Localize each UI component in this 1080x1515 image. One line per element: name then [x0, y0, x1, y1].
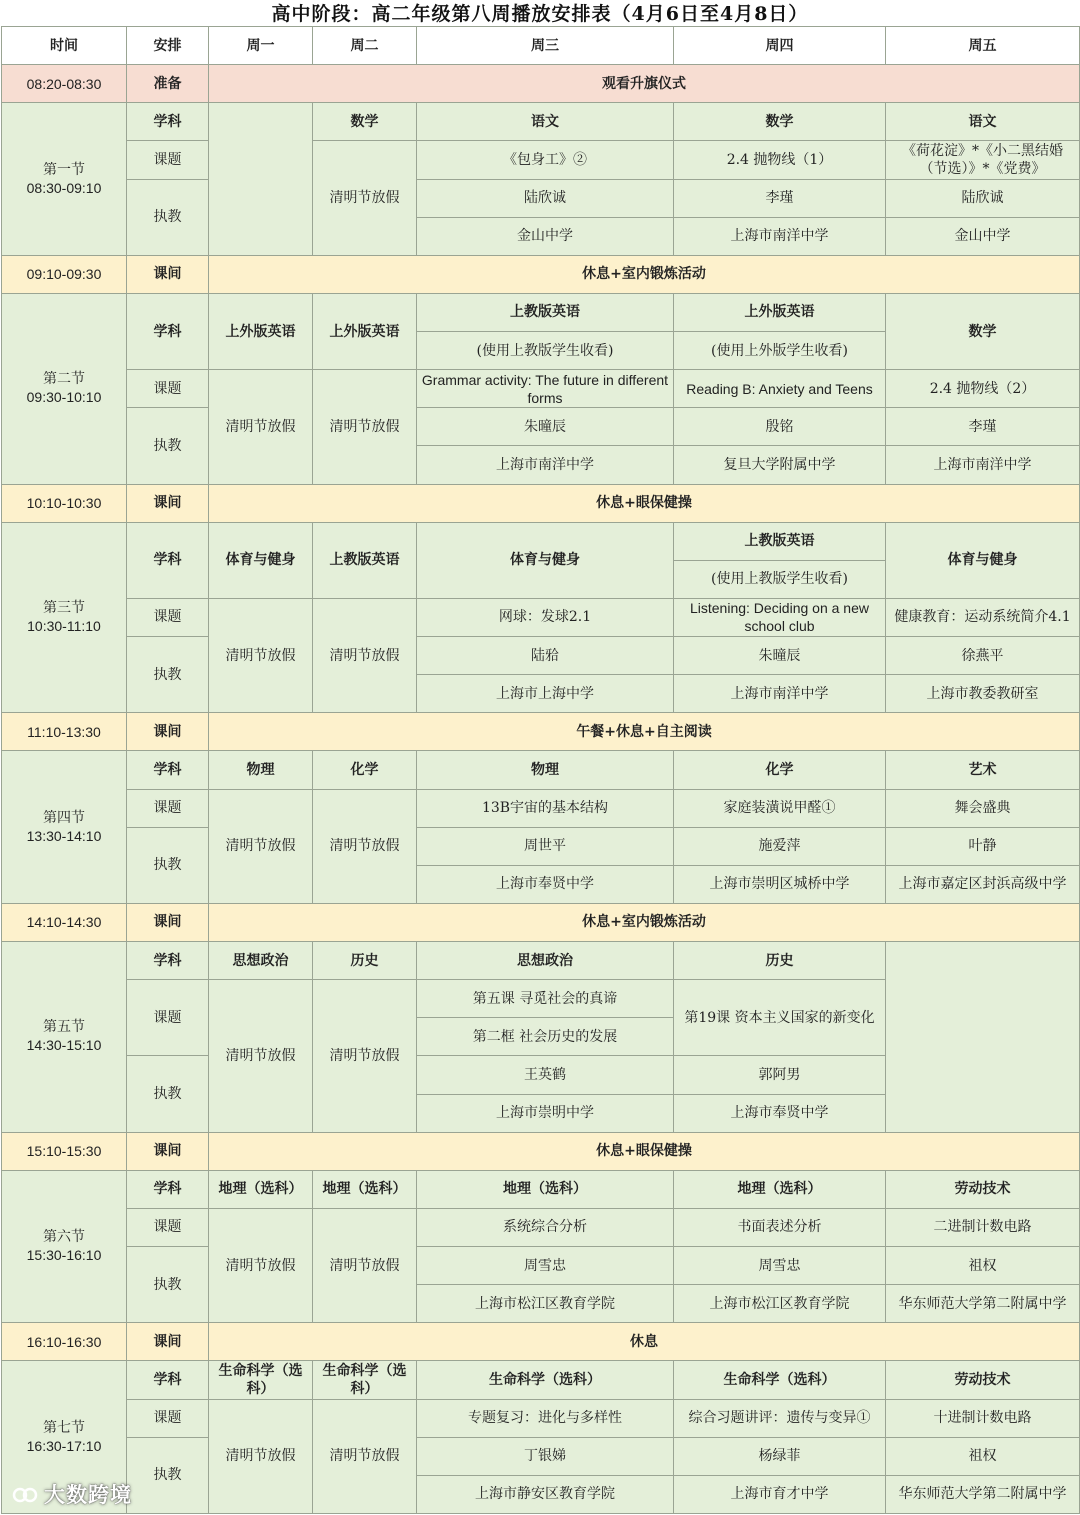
thu-school: 上海市奉贤中学 [674, 1094, 886, 1132]
thu-school: 上海市南洋中学 [674, 217, 886, 255]
wed-subject: 地理（选科） [417, 1170, 674, 1208]
break-time: 09:10-09:30 [2, 255, 127, 293]
thu-school: 上海市育才中学 [674, 1475, 886, 1513]
thu-school: 上海市崇明区城桥中学 [674, 865, 886, 903]
wed-school: 上海市崇明中学 [417, 1094, 674, 1132]
mon-holiday: 清明节放假 [209, 1208, 313, 1322]
teacher-label: 执教 [127, 408, 209, 484]
fri-school: 上海市南洋中学 [886, 446, 1080, 484]
break-time: 14:10-14:30 [2, 903, 127, 941]
topic-label: 课题 [127, 598, 209, 636]
break-row [2, 1132, 1080, 1170]
flag-text: 观看升旗仪式 [209, 65, 1080, 103]
fri-teacher: 叶静 [886, 827, 1080, 865]
thu-topic: 综合习题讲评：遗传与变异① [674, 1399, 886, 1437]
period-4-cell [2, 751, 127, 904]
fri-topic: 十进制计数电路 [886, 1399, 1080, 1437]
fri-subject: 劳动技术 [886, 1170, 1080, 1208]
table-row [2, 103, 1080, 141]
period-name: 第三节 [43, 599, 85, 616]
fri-school: 华东师范大学第二附属中学 [886, 1475, 1080, 1513]
break-time: 10:10-10:30 [2, 484, 127, 522]
break-text: 休息+眼保健操 [209, 484, 1080, 522]
teacher-label: 执教 [127, 637, 209, 713]
fri-empty [886, 942, 1080, 1133]
tue-subject: 化学 [313, 751, 417, 789]
table-row [2, 598, 1080, 636]
mon-holiday: 清明节放假 [209, 789, 313, 903]
header-thu: 周四 [674, 27, 886, 65]
fri-topic: 健康教育：运动系统简介4.1 [886, 598, 1080, 636]
tue-subject: 数学 [313, 103, 417, 141]
break-label: 课间 [127, 903, 209, 941]
watermark-logo-icon [12, 1483, 38, 1507]
table-row [2, 751, 1080, 789]
break-label: 课间 [127, 1323, 209, 1361]
mon-cell [209, 103, 313, 256]
break-text: 休息+室内锻炼活动 [209, 255, 1080, 293]
tue-subject: 地理（选科） [313, 1170, 417, 1208]
break-label: 课间 [127, 255, 209, 293]
header-row [2, 27, 1080, 65]
header-mon: 周一 [209, 27, 313, 65]
table-row [2, 1361, 1080, 1399]
watermark-text: 大数跨境 [44, 1483, 132, 1507]
wed-teacher: 王英鹤 [417, 1056, 674, 1094]
mon-subject: 物理 [209, 751, 313, 789]
thu-note: (使用上教版学生收看) [674, 560, 886, 598]
wed-teacher: 周世平 [417, 827, 674, 865]
break-label: 课间 [127, 484, 209, 522]
page-title: 高中阶段：高二年级第八周播放安排表（4月6日至4月8日） [271, 3, 809, 25]
subject-label: 学科 [127, 751, 209, 789]
topic-label: 课题 [127, 370, 209, 408]
wed-school: 上海市静安区教育学院 [417, 1475, 674, 1513]
period-6-cell [2, 1170, 127, 1323]
subject-label: 学科 [127, 522, 209, 598]
fri-school: 华东师范大学第二附属中学 [886, 1285, 1080, 1323]
fri-teacher: 祖权 [886, 1437, 1080, 1475]
thu-topic: Listening: Deciding on a new school club [674, 598, 886, 636]
thu-note: (使用上外版学生收看) [674, 332, 886, 370]
mon-holiday: 清明节放假 [209, 370, 313, 484]
tue-holiday: 清明节放假 [313, 1208, 417, 1322]
period-name: 第一节 [43, 161, 85, 178]
fri-school: 上海市教委教研室 [886, 675, 1080, 713]
wed-school: 上海市上海中学 [417, 675, 674, 713]
tue-holiday: 清明节放假 [313, 370, 417, 484]
wed-school: 上海市奉贤中学 [417, 865, 674, 903]
topic-label: 课题 [127, 1399, 209, 1437]
watermark [12, 1479, 132, 1509]
fri-subject: 数学 [886, 293, 1080, 369]
thu-teacher: 李瑾 [674, 179, 886, 217]
table-row [2, 942, 1080, 980]
fri-school: 金山中学 [886, 217, 1080, 255]
mon-subject: 地理（选科） [209, 1170, 313, 1208]
table-row [2, 1437, 1080, 1475]
header-fri: 周五 [886, 27, 1080, 65]
mon-subject: 上外版英语 [209, 293, 313, 369]
thu-subject: 数学 [674, 103, 886, 141]
table-row [2, 1247, 1080, 1285]
wed-subject: 物理 [417, 751, 674, 789]
period-time: 09:30-10:10 [26, 389, 102, 406]
tue-holiday: 清明节放假 [313, 598, 417, 712]
wed-note: (使用上教版学生收看) [417, 332, 674, 370]
header-arrangement: 安排 [127, 27, 209, 65]
fri-teacher: 李瑾 [886, 408, 1080, 446]
mon-holiday: 清明节放假 [209, 1399, 313, 1514]
topic-label: 课题 [127, 141, 209, 179]
topic-label: 课题 [127, 789, 209, 827]
fri-teacher: 陆欣诚 [886, 179, 1080, 217]
period-time: 16:30-17:10 [26, 1437, 102, 1454]
fri-subject: 体育与健身 [886, 522, 1080, 598]
subject-label: 学科 [127, 293, 209, 369]
period-time: 15:30-16:10 [26, 1247, 102, 1263]
fri-subject: 语文 [886, 103, 1080, 141]
thu-school: 复旦大学附属中学 [674, 446, 886, 484]
period-time: 13:30-14:10 [26, 827, 102, 844]
topic-label: 课题 [127, 1208, 209, 1246]
thu-topic: Reading B: Anxiety and Teens [674, 370, 886, 408]
wed-topic: 《包身工》② [417, 141, 674, 179]
teacher-label: 执教 [127, 827, 209, 903]
period-time: 14:30-15:10 [26, 1037, 102, 1054]
table-row [2, 408, 1080, 446]
table-row [2, 827, 1080, 865]
wed-teacher: 丁银娣 [417, 1437, 674, 1475]
break-text: 休息 [209, 1323, 1080, 1361]
fri-subject: 艺术 [886, 751, 1080, 789]
table-row [2, 789, 1080, 827]
wed-subject: 上教版英语 [417, 293, 674, 331]
fri-topic: 《荷花淀》*《小二黑结婚（节选）》*《党费》 [886, 141, 1080, 179]
break-row [2, 903, 1080, 941]
mon-subject: 思想政治 [209, 942, 313, 980]
period-name: 第四节 [43, 809, 85, 826]
thu-teacher: 杨绿菲 [674, 1437, 886, 1475]
wed-school: 上海市南洋中学 [417, 446, 674, 484]
wed-subject: 生命科学（选科） [417, 1361, 674, 1399]
break-time: 16:10-16:30 [2, 1323, 127, 1361]
thu-topic: 家庭装潢说甲醛① [674, 789, 886, 827]
thu-school: 上海市南洋中学 [674, 675, 886, 713]
teacher-label: 执教 [127, 1247, 209, 1323]
wed-teacher: 陆欣诚 [417, 179, 674, 217]
wed-teacher: 朱曈辰 [417, 408, 674, 446]
break-row [2, 255, 1080, 293]
period-name: 第六节 [43, 1229, 85, 1245]
prep-label: 准备 [127, 65, 209, 103]
table-row [2, 1208, 1080, 1246]
break-text: 午餐+休息+自主阅读 [209, 713, 1080, 751]
mon-holiday: 清明节放假 [209, 980, 313, 1133]
thu-teacher: 郭阿男 [674, 1056, 886, 1094]
table-row [2, 522, 1080, 560]
fri-topic: 2.4 抛物线（2） [886, 370, 1080, 408]
header-tue: 周二 [313, 27, 417, 65]
period-name: 第二节 [43, 371, 85, 388]
break-row [2, 1323, 1080, 1361]
wed-subject: 体育与健身 [417, 522, 674, 598]
tue-subject: 上外版英语 [313, 293, 417, 369]
tue-holiday: 清明节放假 [313, 980, 417, 1133]
thu-subject: 上教版英语 [674, 522, 886, 560]
subject-label: 学科 [127, 942, 209, 980]
wed-topic: 第五课 寻觅社会的真谛 [417, 980, 674, 1018]
teacher-label: 执教 [127, 1056, 209, 1132]
wed-school: 上海市松江区教育学院 [417, 1285, 674, 1323]
teacher-label: 执教 [127, 179, 209, 255]
wed-subject: 思想政治 [417, 942, 674, 980]
period-name: 第五节 [43, 1019, 85, 1036]
table-row [2, 179, 1080, 217]
subject-label: 学科 [127, 103, 209, 141]
schedule-table [1, 26, 1080, 1514]
flag-time: 08:20-08:30 [2, 65, 127, 103]
wed-teacher: 陆𬌗 [417, 637, 674, 675]
header-time: 时间 [2, 27, 127, 65]
tue-holiday: 清明节放假 [313, 789, 417, 903]
mon-subject: 体育与健身 [209, 522, 313, 598]
break-text: 休息+眼保健操 [209, 1132, 1080, 1170]
wed-topic: 系统综合分析 [417, 1208, 674, 1246]
thu-subject: 历史 [674, 942, 886, 980]
wed-subject: 语文 [417, 103, 674, 141]
break-text: 休息+室内锻炼活动 [209, 903, 1080, 941]
thu-teacher: 施爱萍 [674, 827, 886, 865]
wed-topic: Grammar activity: The future in different forms [417, 370, 674, 408]
fri-teacher: 徐燕平 [886, 637, 1080, 675]
header-wed: 周三 [417, 27, 674, 65]
subject-label: 学科 [127, 1170, 209, 1208]
break-time: 15:10-15:30 [2, 1132, 127, 1170]
wed-school: 金山中学 [417, 217, 674, 255]
wed-topic: 13B宇宙的基本结构 [417, 789, 674, 827]
thu-teacher: 周雪忠 [674, 1247, 886, 1285]
tue-subject: 上教版英语 [313, 522, 417, 598]
period-name: 第七节 [43, 1419, 85, 1436]
period-1-cell [2, 103, 127, 256]
wed-topic-2: 第二框 社会历史的发展 [417, 1018, 674, 1056]
wed-topic: 专题复习：进化与多样性 [417, 1399, 674, 1437]
topic-label: 课题 [127, 980, 209, 1056]
fri-subject: 劳动技术 [886, 1361, 1080, 1399]
subject-label: 学科 [127, 1361, 209, 1399]
thu-school: 上海市松江区教育学院 [674, 1285, 886, 1323]
break-time: 11:10-13:30 [2, 713, 127, 751]
thu-subject: 地理（选科） [674, 1170, 886, 1208]
break-label: 课间 [127, 1132, 209, 1170]
tue-holiday: 清明节放假 [313, 141, 417, 255]
break-label: 课间 [127, 713, 209, 751]
tue-subject: 历史 [313, 942, 417, 980]
tue-subject: 生命科学（选科） [313, 1361, 417, 1399]
fri-topic: 舞会盛典 [886, 789, 1080, 827]
period-2-cell [2, 293, 127, 484]
table-row [2, 1399, 1080, 1437]
flag-row [2, 65, 1080, 103]
tue-holiday: 清明节放假 [313, 1399, 417, 1514]
thu-teacher: 朱曈辰 [674, 637, 886, 675]
mon-subject: 生命科学（选科） [209, 1361, 313, 1399]
wed-teacher: 周雪忠 [417, 1247, 674, 1285]
mon-holiday: 清明节放假 [209, 598, 313, 712]
thu-topic: 第19课 资本主义国家的新变化 [674, 980, 886, 1056]
period-5-cell [2, 942, 127, 1133]
fri-school: 上海市嘉定区封浜高级中学 [886, 865, 1080, 903]
fri-topic: 二进制计数电路 [886, 1208, 1080, 1246]
thu-teacher: 殷铭 [674, 408, 886, 446]
wed-topic: 网球：发球2.1 [417, 598, 674, 636]
thu-subject: 上外版英语 [674, 293, 886, 331]
fri-teacher: 祖权 [886, 1247, 1080, 1285]
period-3-cell [2, 522, 127, 713]
thu-topic: 2.4 抛物线（1） [674, 141, 886, 179]
thu-subject: 化学 [674, 751, 886, 789]
table-row [2, 370, 1080, 408]
break-row [2, 713, 1080, 751]
break-row [2, 484, 1080, 522]
teacher-label: 执教 [127, 1437, 209, 1513]
period-time: 10:30-11:10 [27, 617, 101, 634]
table-row [2, 141, 1080, 179]
table-row [2, 293, 1080, 331]
table-row [2, 637, 1080, 675]
thu-subject: 生命科学（选科） [674, 1361, 886, 1399]
thu-topic: 书面表述分析 [674, 1208, 886, 1246]
table-row [2, 1170, 1080, 1208]
period-time: 08:30-09:10 [26, 179, 102, 196]
